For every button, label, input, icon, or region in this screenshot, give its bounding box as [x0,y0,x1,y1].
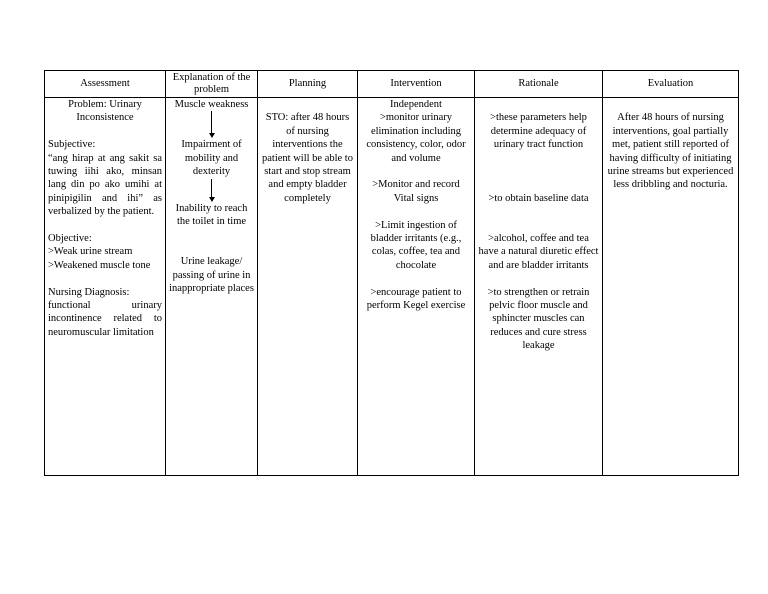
objective-label: Objective: [48,233,92,245]
content-row [45,98,739,476]
header-explanation: Explanation of the problem [166,71,258,98]
explanation-step: Impairment of mobility and dexterity [181,139,242,178]
rationale-item: >alcohol, coffee and tea have a natural diuretic effect and are bladder irritants [478,233,599,271]
down-arrow-icon [206,179,217,202]
explanation-step: Urine leakage/ passing of urine in inappropriate places [169,256,254,295]
diagnosis-label: Nursing Diagnosis: [48,286,130,298]
intervention-cell [358,98,475,476]
intervention-item: >Monitor and record Vital signs [372,179,460,204]
problem-statement: Problem: Urinary Inconsistence [68,99,142,124]
objective-item: >Weak urine stream [48,246,133,258]
planning-goal: STO: after 48 hours of nursing interventions the patient will be able to start and stop stream and empty bladder completely [262,112,353,204]
rationale-item: >to obtain baseline data [488,192,589,204]
header-assessment: Assessment [45,71,166,98]
nursing-care-plan-table [44,70,739,476]
subjective-text: “ang hirap at ang sakit sa tuwing iihi ako, minsan lang din po ako umihi at pinipigilin and ihi” as verbalized by the patient. [48,152,162,218]
evaluation-cell [603,98,739,476]
intervention-heading: Independent [390,99,442,110]
explanation-step: Muscle weakness [174,99,249,110]
rationale-item: >these parameters help determine adequacy of urinary tract function [490,112,587,151]
diagnosis-text: functional urinary incontinence related to neuromuscular limitation [48,300,162,338]
objective-item: >Weakened muscle tone [48,259,151,271]
explanation-step: Inability to reach the toilet in time [175,202,248,228]
subjective-label: Subjective: [48,139,96,151]
intervention-item: >Limit ingestion of bladder irritants (e.g., colas, coffee, tea and chocolate [370,219,462,271]
rationale-cell [475,98,603,476]
assessment-cell [45,98,166,476]
rationale-item: >to strengthen or retrain pelvic floor muscle and sphincter muscles can reduces and cure stress leakage [487,286,590,352]
header-planning: Planning [258,71,358,98]
planning-cell [258,98,358,476]
header-evaluation: Evaluation [603,71,739,98]
evaluation-text: After 48 hours of nursing interventions, goal partially met, patient still reported of having difficulty of initiating urine streams but experienced less dribbling and nocturia. [607,112,734,191]
header-rationale: Rationale [475,71,603,98]
header-intervention: Intervention [358,71,475,98]
intervention-item: >monitor urinary elimination including consistency, color, odor and volume [366,112,466,164]
down-arrow-icon [206,111,217,138]
explanation-cell [166,98,258,476]
intervention-item: >encourage patient to perform Kegel exercise [366,286,466,312]
header-row [45,71,739,98]
